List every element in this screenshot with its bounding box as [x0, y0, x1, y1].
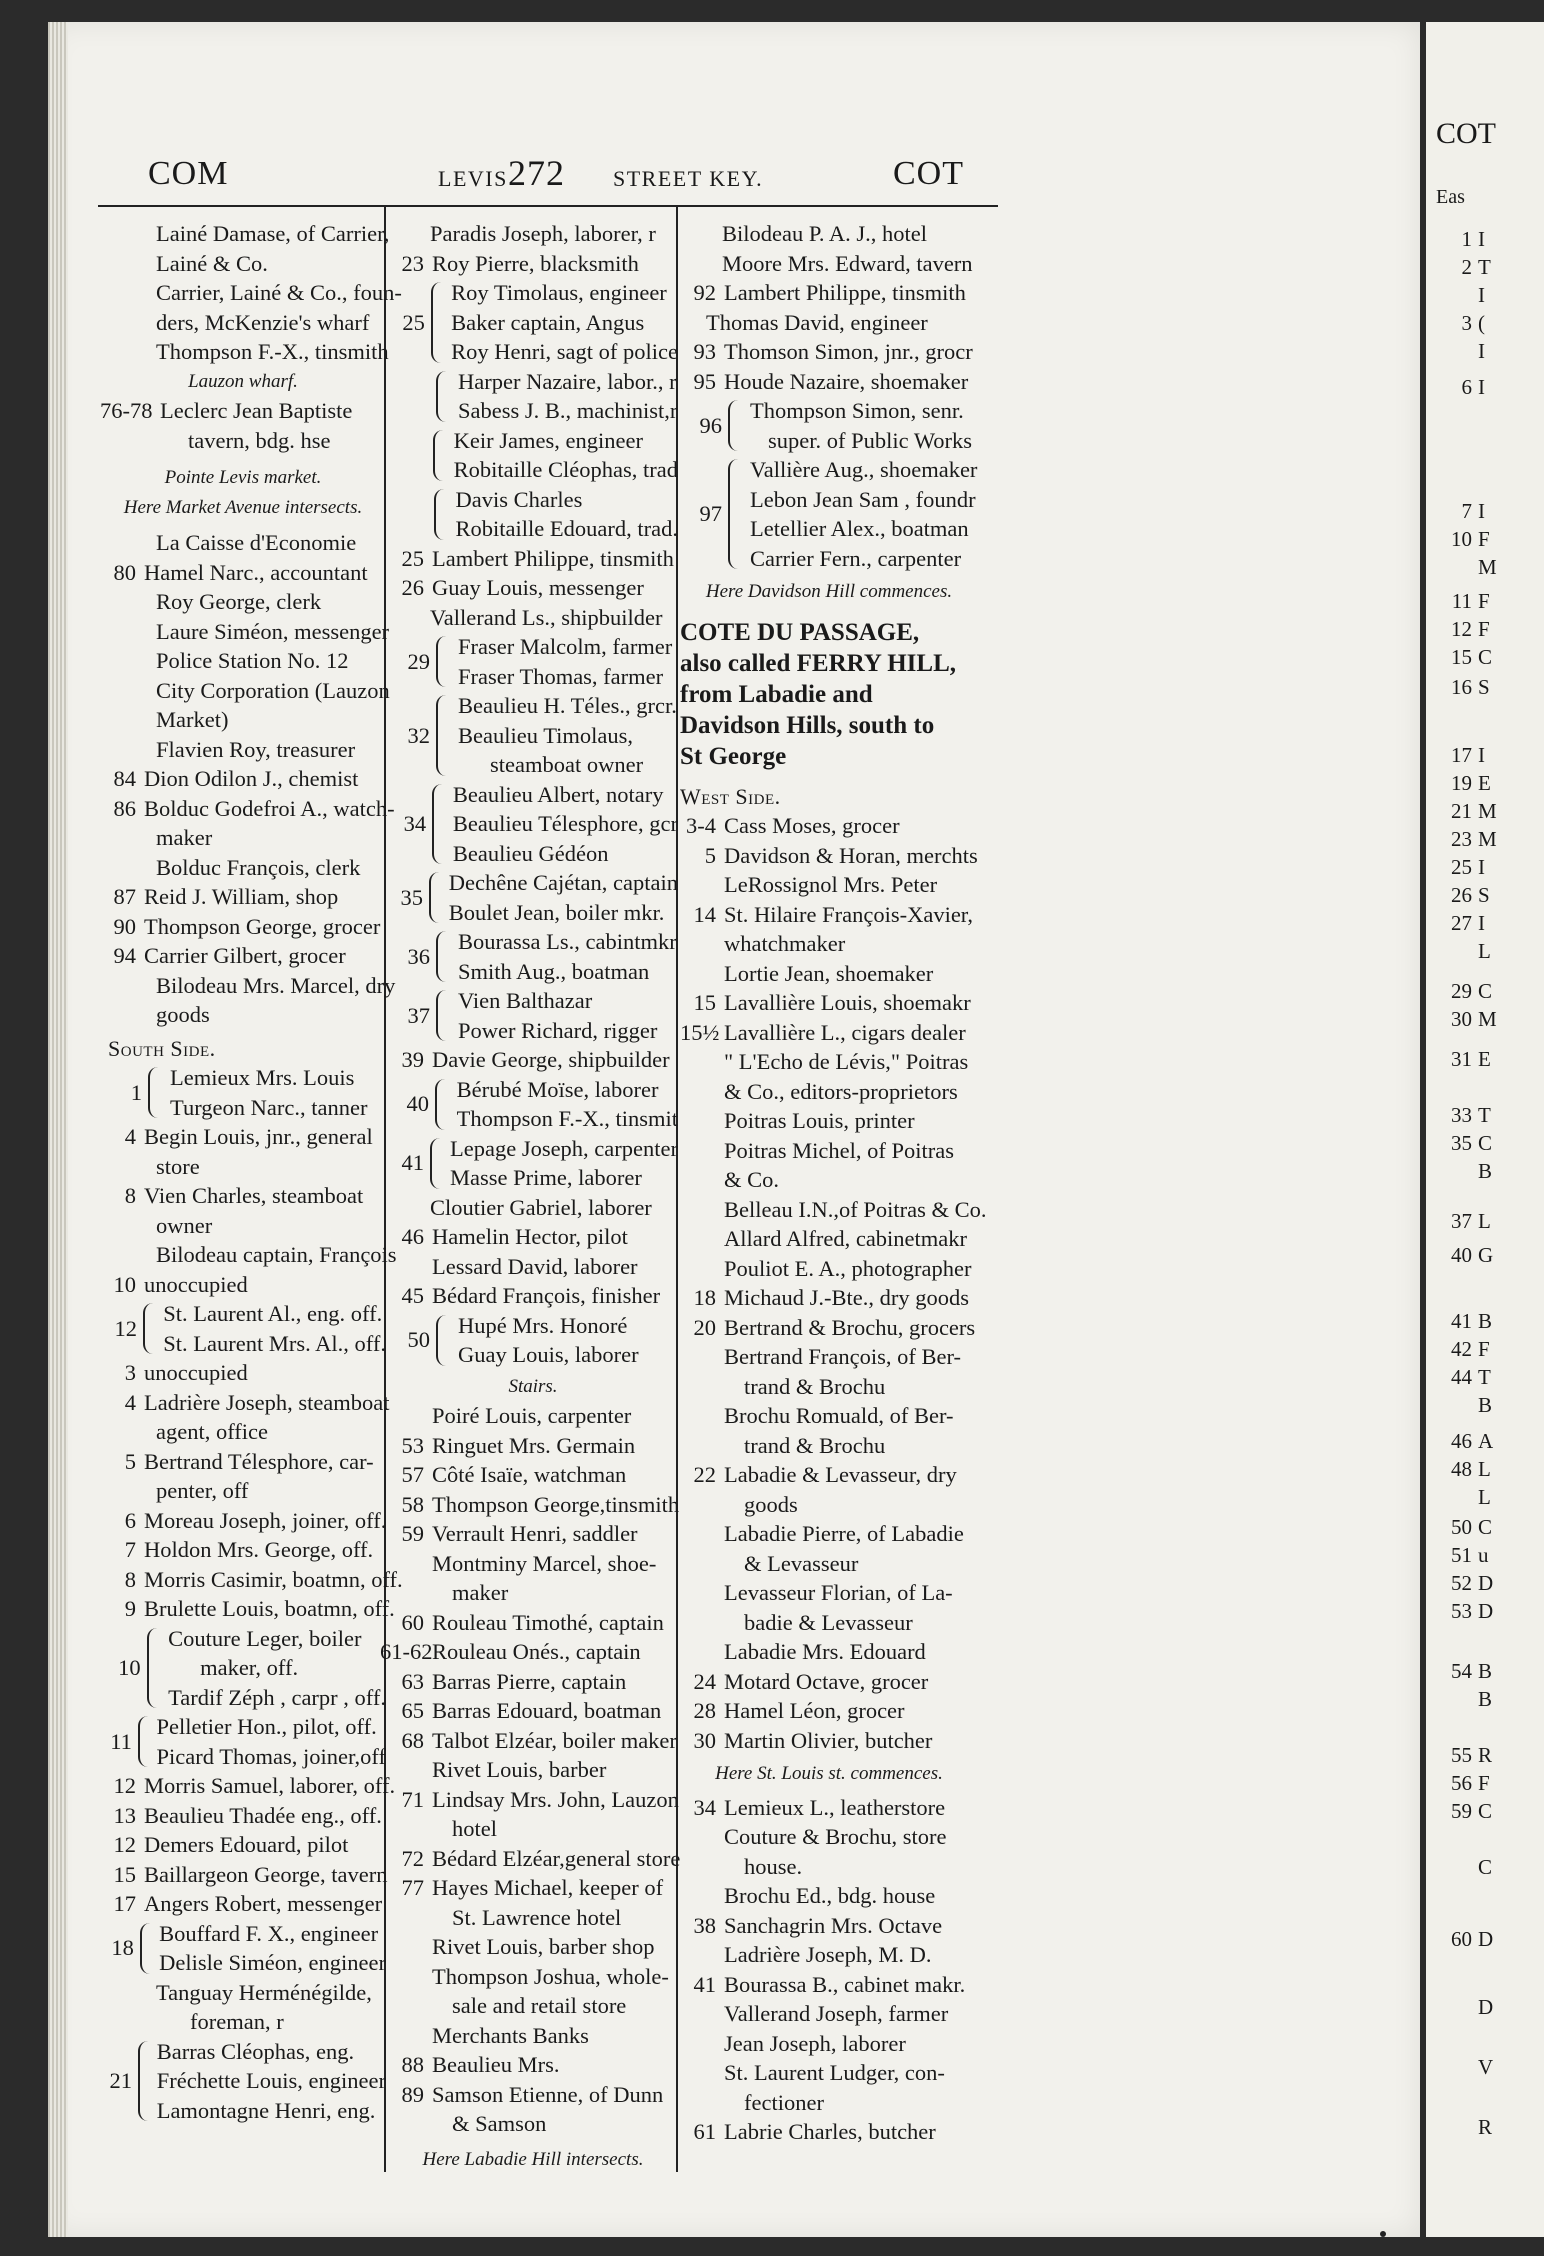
next-page-line: 41 B: [1451, 1309, 1493, 1333]
brace: [148, 1067, 164, 1118]
entry: 12 Morris Samuel, laborer, off.: [113, 1773, 396, 1798]
next-page-line: 2 T: [1461, 255, 1491, 279]
entry: Carrier, Lainé & Co., foun-: [156, 280, 402, 305]
next-page-line: 17 I: [1451, 743, 1485, 767]
entry: 15½ Lavallière L., cigars dealer: [680, 1019, 966, 1045]
entry: 61-62 Rouleau Onés., captain: [380, 1639, 641, 1664]
entry-group: 37 Vien Balthazar Power Richard, rigger: [407, 988, 658, 1043]
entry: 77 Hayes Michael, keeper of: [401, 1875, 664, 1900]
entry: Couture & Brochu, store: [724, 1824, 947, 1849]
entry: hotel: [452, 1816, 497, 1841]
entry: Cloutier Gabriel, laborer: [430, 1194, 652, 1220]
entry-group: 41 Lepage Joseph, carpenter Masse Prime, laborer: [401, 1135, 678, 1190]
entry: Bilodeau P. A. J., hotel: [722, 221, 928, 246]
entry: Moore Mrs. Edward, tavern: [722, 250, 973, 276]
entry: 59 Verrault Henri, saddler: [401, 1521, 638, 1546]
next-page-line: 31 E: [1451, 1047, 1491, 1071]
next-page-line: 3 (: [1461, 311, 1485, 335]
next-page-line: 26 S: [1451, 883, 1490, 907]
entry: Vallerand Joseph, farmer: [724, 2001, 949, 2026]
entry: Flavien Roy, treasurer: [156, 736, 356, 762]
entry: 7 Holdon Mrs. George, off.: [124, 1537, 374, 1562]
entry: Bilodeau captain, François: [156, 1242, 397, 1267]
entry: Tanguay Herménégilde,: [156, 1979, 372, 2005]
entry: Merchants Banks: [432, 2022, 589, 2048]
entry: Labadie Mrs. Edouard: [724, 1639, 926, 1664]
section-note: Here Market Avenue intersects.: [123, 496, 363, 518]
next-page-line: C: [1478, 1855, 1493, 1879]
brace: [432, 784, 447, 865]
entry: 57 Côté Isaïe, watchman: [401, 1462, 627, 1487]
brace: [138, 1716, 151, 1767]
entry: 72 Bédard Elzéar,general store: [401, 1845, 681, 1871]
entry: 24 Motard Octave, grocer: [693, 1668, 929, 1694]
entry: 20 Bertrand & Brochu, grocers: [693, 1314, 976, 1340]
section-note: Here Labadie Hill intersects.: [422, 2148, 644, 2170]
entry: Levasseur Florian, of La-: [724, 1580, 953, 1605]
entry: 71 Lindsay Mrs. John, Lauzon: [401, 1786, 679, 1812]
entry: penter, off: [156, 1478, 249, 1503]
next-page-line: B: [1478, 1393, 1493, 1417]
entry: 4 Begin Louis, jnr., general: [124, 1124, 373, 1149]
side-heading: South Side.: [108, 1035, 216, 1061]
section-note: Lauzon wharf.: [188, 370, 298, 392]
entry: 80 Hamel Narc., accountant: [113, 559, 368, 585]
entry: Brochu Romuald, of Ber-: [724, 1403, 954, 1428]
entry-group: Harper Nazaire, labor., r Sabess J. B., machinist,r: [388, 367, 678, 426]
entry: store: [156, 1153, 200, 1179]
entry: 94 Carrier Gilbert, grocer: [113, 943, 346, 968]
next-page-line: M: [1478, 555, 1497, 579]
next-page-line: 51 u: [1451, 1543, 1489, 1567]
next-page-line: 12 F: [1451, 617, 1490, 641]
entry: foreman, r: [190, 2009, 284, 2034]
brace: [436, 990, 452, 1041]
brace: [435, 1079, 451, 1130]
brace: [434, 489, 449, 540]
entry: 3 unoccupied: [124, 1360, 248, 1385]
next-page-line: 42 F: [1451, 1337, 1490, 1361]
entry: City Corporation (Lauzon: [156, 677, 390, 703]
next-page-line: 27 I: [1451, 911, 1485, 935]
entry: 15 Baillargeon George, tavern: [113, 1861, 388, 1887]
entry: ders, McKenzie's wharf: [156, 309, 370, 335]
header-center-post: STREET KEY.: [613, 166, 764, 191]
entry: 12 Demers Edouard, pilot: [113, 1832, 349, 1857]
brace: [728, 459, 744, 569]
entry: Labadie Pierre, of Labadie: [724, 1521, 964, 1546]
entry: 84 Dion Odilon J., chemist: [113, 766, 359, 791]
entry: Rivet Louis, barber: [432, 1757, 607, 1782]
entry: Ladrière Joseph, M. D.: [724, 1942, 932, 1967]
entry: 26 Guay Louis, messenger: [401, 575, 644, 600]
entry: Lortie Jean, shoemaker: [724, 960, 934, 986]
next-page-line: 48 L: [1451, 1457, 1491, 1481]
entry-group: 11 Pelletier Hon., pilot, off. Picard Thomas, joiner,off: [110, 1714, 386, 1769]
directory-page: [48, 22, 1420, 2237]
entry: 89 Samson Etienne, of Dunn: [401, 2081, 664, 2107]
brace: [429, 872, 443, 923]
next-page-line: 52 D: [1451, 1571, 1494, 1595]
brace: [436, 695, 452, 776]
next-page-line: R: [1478, 2115, 1493, 2139]
entry: 76-78 Leclerc Jean Baptiste: [100, 398, 353, 423]
entry: 17 Angers Robert, messenger: [113, 1891, 383, 1916]
entry: Poiré Louis, carpenter: [432, 1403, 632, 1428]
entry: Thompson F.-X., tinsmith: [156, 339, 389, 364]
entry: Rivet Louis, barber shop: [432, 1934, 655, 1959]
entry: La Caisse d'Economie: [156, 530, 357, 555]
next-page-line: 37 L: [1451, 1209, 1491, 1233]
next-page-line: I: [1478, 339, 1485, 363]
entry: Lainé & Co.: [156, 250, 268, 276]
entry: 15 Lavallière Louis, shoemakr: [693, 990, 971, 1015]
section-note: Here Davidson Hill commences.: [705, 581, 953, 602]
side-heading: West Side.: [680, 783, 781, 809]
entry: 61 Labrie Charles, butcher: [693, 2119, 936, 2144]
page-number: 272: [508, 153, 565, 193]
next-page-line: 15 C: [1451, 645, 1493, 669]
entry: maker: [452, 1580, 509, 1605]
entry: St. Laurent Ludger, con-: [724, 2060, 945, 2085]
entry-group: 29 Fraser Malcolm, farmer Fraser Thomas, farmer: [407, 634, 673, 689]
next-page-line: 53 D: [1451, 1599, 1494, 1623]
brace: [433, 430, 448, 481]
next-page-line: 54 B: [1451, 1659, 1493, 1683]
next-page-line: 21 M: [1451, 799, 1497, 823]
entry-group: 12 St. Laurent Al., eng. off. St. Laurent Mrs. Al., off.: [114, 1301, 386, 1356]
next-page-line: 30 M: [1451, 1007, 1497, 1031]
street-title: COTE DU PASSAGE, also called FERRY HILL, from Labadie and Davidson Hills, south to St George: [680, 618, 956, 770]
brace: [436, 636, 452, 687]
entry: badie & Levasseur: [744, 1609, 913, 1635]
next-page-line: D: [1478, 1995, 1494, 2019]
entry: 22 Labadie & Levasseur, dry: [693, 1462, 957, 1487]
brace: [728, 400, 744, 451]
header-right: COT: [893, 155, 964, 192]
entry: Roy George, clerk: [156, 589, 322, 614]
entry-group: 50 Hupé Mrs. Honoré Guay Louis, laborer: [407, 1312, 639, 1367]
entry: 28 Hamel Léon, grocer: [693, 1698, 905, 1723]
entry: 38 Sanchagrin Mrs. Octave: [693, 1912, 943, 1938]
entry: Thompson Joshua, whole-: [432, 1963, 669, 1989]
entry: Paradis Joseph, laborer, r: [430, 221, 656, 246]
next-page-line: L: [1478, 1485, 1491, 1509]
entry: 65 Barras Edouard, boatman: [401, 1698, 662, 1723]
next-page-line: 25 I: [1451, 855, 1485, 879]
entry: agent, office: [156, 1419, 269, 1444]
entry: Allard Alfred, cabinetmakr: [724, 1226, 968, 1251]
entry: " L'Echo de Lévis," Poitras: [724, 1049, 969, 1074]
entry-group: 32 Beaulieu H. Téles., grcr. Beaulieu Timolaus, steamboat owner: [407, 693, 677, 777]
next-page-edge: [1426, 22, 1544, 2237]
entry: 34 Lemieux L., leatherstore: [693, 1794, 946, 1820]
section-note: Pointe Levis market.: [164, 467, 322, 488]
entry: 95 Houde Nazaire, shoemaker: [693, 368, 969, 394]
entry: Vallerand Ls., shipbuilder: [430, 604, 663, 630]
entry: 92 Lambert Philippe, tinsmith: [693, 280, 966, 305]
entry: 60 Rouleau Timothé, captain: [401, 1609, 664, 1635]
entry: Bilodeau Mrs. Marcel, dry: [156, 972, 396, 998]
entry: 14 St. Hilaire François-Xavier,: [693, 901, 974, 927]
entry-group: 35 Dechêne Cajétan, captain Boulet Jean, boiler mkr.: [400, 870, 678, 925]
next-page-line: V: [1478, 2055, 1494, 2079]
column-1: [100, 219, 403, 2125]
brace: [430, 1138, 444, 1189]
next-page-line: 16 S: [1451, 675, 1490, 699]
ink-dot: [1380, 2231, 1386, 2237]
next-page-line: 19 E: [1451, 771, 1491, 795]
next-page-line: 10 F: [1451, 527, 1490, 551]
next-page-line: 33 T: [1451, 1103, 1491, 1127]
entry-group: 10 Couture Leger, boiler maker, off. Tardif Zéph , carpr , off.: [118, 1625, 386, 1710]
next-page-line: 60 D: [1451, 1927, 1494, 1951]
next-page-line: 1 I: [1461, 227, 1485, 251]
entry: 23 Roy Pierre, blacksmith: [401, 250, 639, 276]
entry: & Co., editors-proprietors: [724, 1078, 958, 1104]
entry: & Levasseur: [744, 1550, 859, 1576]
entry: 25 Lambert Philippe, tinsmith: [401, 545, 674, 571]
entry: 63 Barras Pierre, captain: [401, 1668, 627, 1694]
entry: 39 Davie George, shipbuilder: [401, 1047, 670, 1072]
entry: 10 unoccupied: [113, 1271, 248, 1297]
brace: [431, 282, 445, 363]
entry: sale and retail store: [452, 1993, 627, 2018]
entry: 90 Thompson George, grocer: [113, 913, 381, 939]
entry: Jean Joseph, laborer: [724, 2030, 906, 2056]
entry: Pouliot E. A., photographer: [724, 1255, 972, 1281]
entry-group: 21 Barras Cléophas, eng. Fréchette Louis, engineer Lamontagne Henri, eng.: [109, 2038, 386, 2123]
entry: house.: [744, 1853, 803, 1879]
brace: [436, 931, 452, 982]
next-page-line: 56 F: [1451, 1771, 1490, 1795]
entry: trand & Brochu: [744, 1373, 886, 1399]
entry: Poitras Michel, of Poitras: [724, 1137, 954, 1163]
page-edge: [48, 22, 68, 2237]
section-note: Stairs.: [508, 1375, 558, 1397]
entry-group: 96 Thompson Simon, senr. super. of Public Works: [699, 398, 973, 453]
column-3: [680, 219, 987, 2147]
entry: 13 Beaulieu Thadée eng., off.: [113, 1802, 382, 1828]
entry: 4 Ladrière Joseph, steamboat: [124, 1389, 390, 1415]
next-page-line: 11 F: [1451, 589, 1490, 613]
next-page-line: 59 C: [1451, 1799, 1493, 1823]
next-page-line: 40 G: [1451, 1243, 1494, 1267]
next-page-line: L: [1478, 939, 1491, 963]
next-page-line: 35 C: [1451, 1131, 1493, 1155]
entry: Brochu Ed., bdg. house: [724, 1883, 936, 1908]
entry-group: 36 Bourassa Ls., cabintmkr Smith Aug., boatman: [407, 929, 677, 984]
header-rule: [98, 205, 998, 207]
entry: 9 Brulette Louis, boatmn, off.: [124, 1596, 395, 1621]
entry-group: 34 Beaulieu Albert, notary Beaulieu Télesphore, gcr Beaulieu Gédéon: [403, 781, 678, 866]
entry: Market): [156, 707, 229, 732]
next-page-line: 46 A: [1451, 1429, 1494, 1453]
entry-group: Keir James, engineer Robitaille Cléophas, trad: [388, 426, 678, 485]
entry: Lainé Damase, of Carrier,: [156, 221, 390, 246]
entry: 45 Bédard François, finisher: [401, 1283, 661, 1308]
entry: Bertrand François, of Ber-: [724, 1344, 961, 1369]
page-header: [48, 155, 1420, 195]
entry: owner: [156, 1212, 213, 1238]
entry: 30 Martin Olivier, butcher: [693, 1727, 933, 1753]
column-2: [380, 219, 681, 2174]
entry: 5 Bertrand Télesphore, car-: [124, 1448, 374, 1474]
brace: [140, 1923, 153, 1974]
brace: [143, 1303, 157, 1354]
next-page-line: 6 I: [1461, 375, 1485, 399]
entry: 53 Ringuet Mrs. Germain: [401, 1432, 636, 1458]
entry: Poitras Louis, printer: [724, 1108, 915, 1133]
entry-group: 18 Bouffard F. X., engineer Delisle Siméon, engineer: [111, 1920, 386, 1975]
header-center-pre: LEVIS: [438, 166, 508, 191]
entry: St. Lawrence hotel: [452, 1904, 622, 1930]
header-left: COM: [148, 155, 229, 192]
entry: 3-4 Cass Moses, grocer: [686, 813, 900, 838]
entry: 18 Michaud J.-Bte., dry goods: [693, 1285, 969, 1310]
entry: 5 Davidson & Horan, merchts: [704, 842, 978, 868]
entry: 41 Bourassa B., cabinet makr.: [693, 1971, 966, 1997]
entry: 88 Beaulieu Mrs.: [401, 2052, 560, 2077]
entry: goods: [156, 1002, 210, 1027]
section-note: Here St. Louis st. commences.: [715, 1763, 943, 1784]
brace: [436, 371, 452, 422]
next-page-line: 7 I: [1461, 499, 1485, 523]
next-page-line: 50 C: [1451, 1515, 1493, 1539]
entry: & Co.: [724, 1167, 780, 1192]
entry: trand & Brochu: [744, 1432, 886, 1458]
entry-group: 25 Roy Timolaus, engineer Baker captain, Angus Roy Henri, sagt of police: [402, 280, 678, 364]
brace: [138, 2041, 151, 2122]
entry: 86 Bolduc Godefroi A., watch-: [113, 795, 395, 821]
entry: 46 Hamelin Hector, pilot: [401, 1224, 628, 1249]
entry: tavern, bdg. hse: [188, 427, 331, 453]
next-page-line: 29 C: [1451, 979, 1493, 1003]
entry: Belleau I.N.,of Poitras & Co.: [724, 1196, 987, 1222]
next-page-line: 55 R: [1451, 1743, 1493, 1767]
next-page-line: 23 M: [1451, 827, 1497, 851]
entry-group: Davis Charles Robitaille Edouard, trad.: [388, 485, 678, 544]
next-page-line: B: [1478, 1159, 1493, 1183]
entry: Police Station No. 12: [156, 648, 349, 673]
entry: 6 Moreau Joseph, joiner, off.: [124, 1507, 387, 1533]
next-page-line: COT: [1436, 117, 1496, 150]
entry: 8 Vien Charles, steamboat: [124, 1183, 364, 1208]
entry-group: 40 Bérubé Moïse, laborer Thompson F.-X., tinsmit: [406, 1076, 678, 1131]
brace: [436, 1315, 452, 1366]
entry: maker: [156, 825, 213, 850]
entry-group: 1 Lemieux Mrs. Louis Turgeon Narc., tanner: [130, 1065, 368, 1120]
entry: LeRossignol Mrs. Peter: [724, 872, 938, 897]
entry: Thomas David, engineer: [706, 309, 928, 335]
entry: & Samson: [452, 2111, 547, 2136]
entry: fectioner: [744, 2089, 824, 2115]
entry: 68 Talbot Elzéar, boiler maker: [401, 1727, 677, 1753]
entry: whatchmaker: [724, 931, 846, 956]
entry: goods: [744, 1491, 798, 1517]
entry: Lessard David, laborer: [432, 1253, 638, 1279]
next-page-line: I: [1478, 283, 1485, 307]
entry: 93 Thomson Simon, jnr., grocr: [693, 339, 973, 364]
entry: 8 Morris Casimir, boatmn, off.: [124, 1566, 403, 1592]
entry: Bolduc François, clerk: [156, 854, 361, 880]
brace: [147, 1628, 163, 1709]
entry: Montminy Marcel, shoe-: [432, 1550, 657, 1576]
entry: 58 Thompson George,tinsmith: [401, 1491, 680, 1517]
next-page-line: 44 T: [1451, 1365, 1491, 1389]
entry: Laure Siméon, messenger: [156, 618, 390, 644]
entry-group: 97 Vallière Aug., shoemaker Lebon Jean Sam , foundr Letellier Alex., boatman Carrier Fern., carpenter: [699, 457, 978, 571]
next-page-line: Eas: [1436, 186, 1465, 208]
next-page-line: B: [1478, 1687, 1493, 1711]
entry: 87 Reid J. William, shop: [113, 884, 339, 909]
